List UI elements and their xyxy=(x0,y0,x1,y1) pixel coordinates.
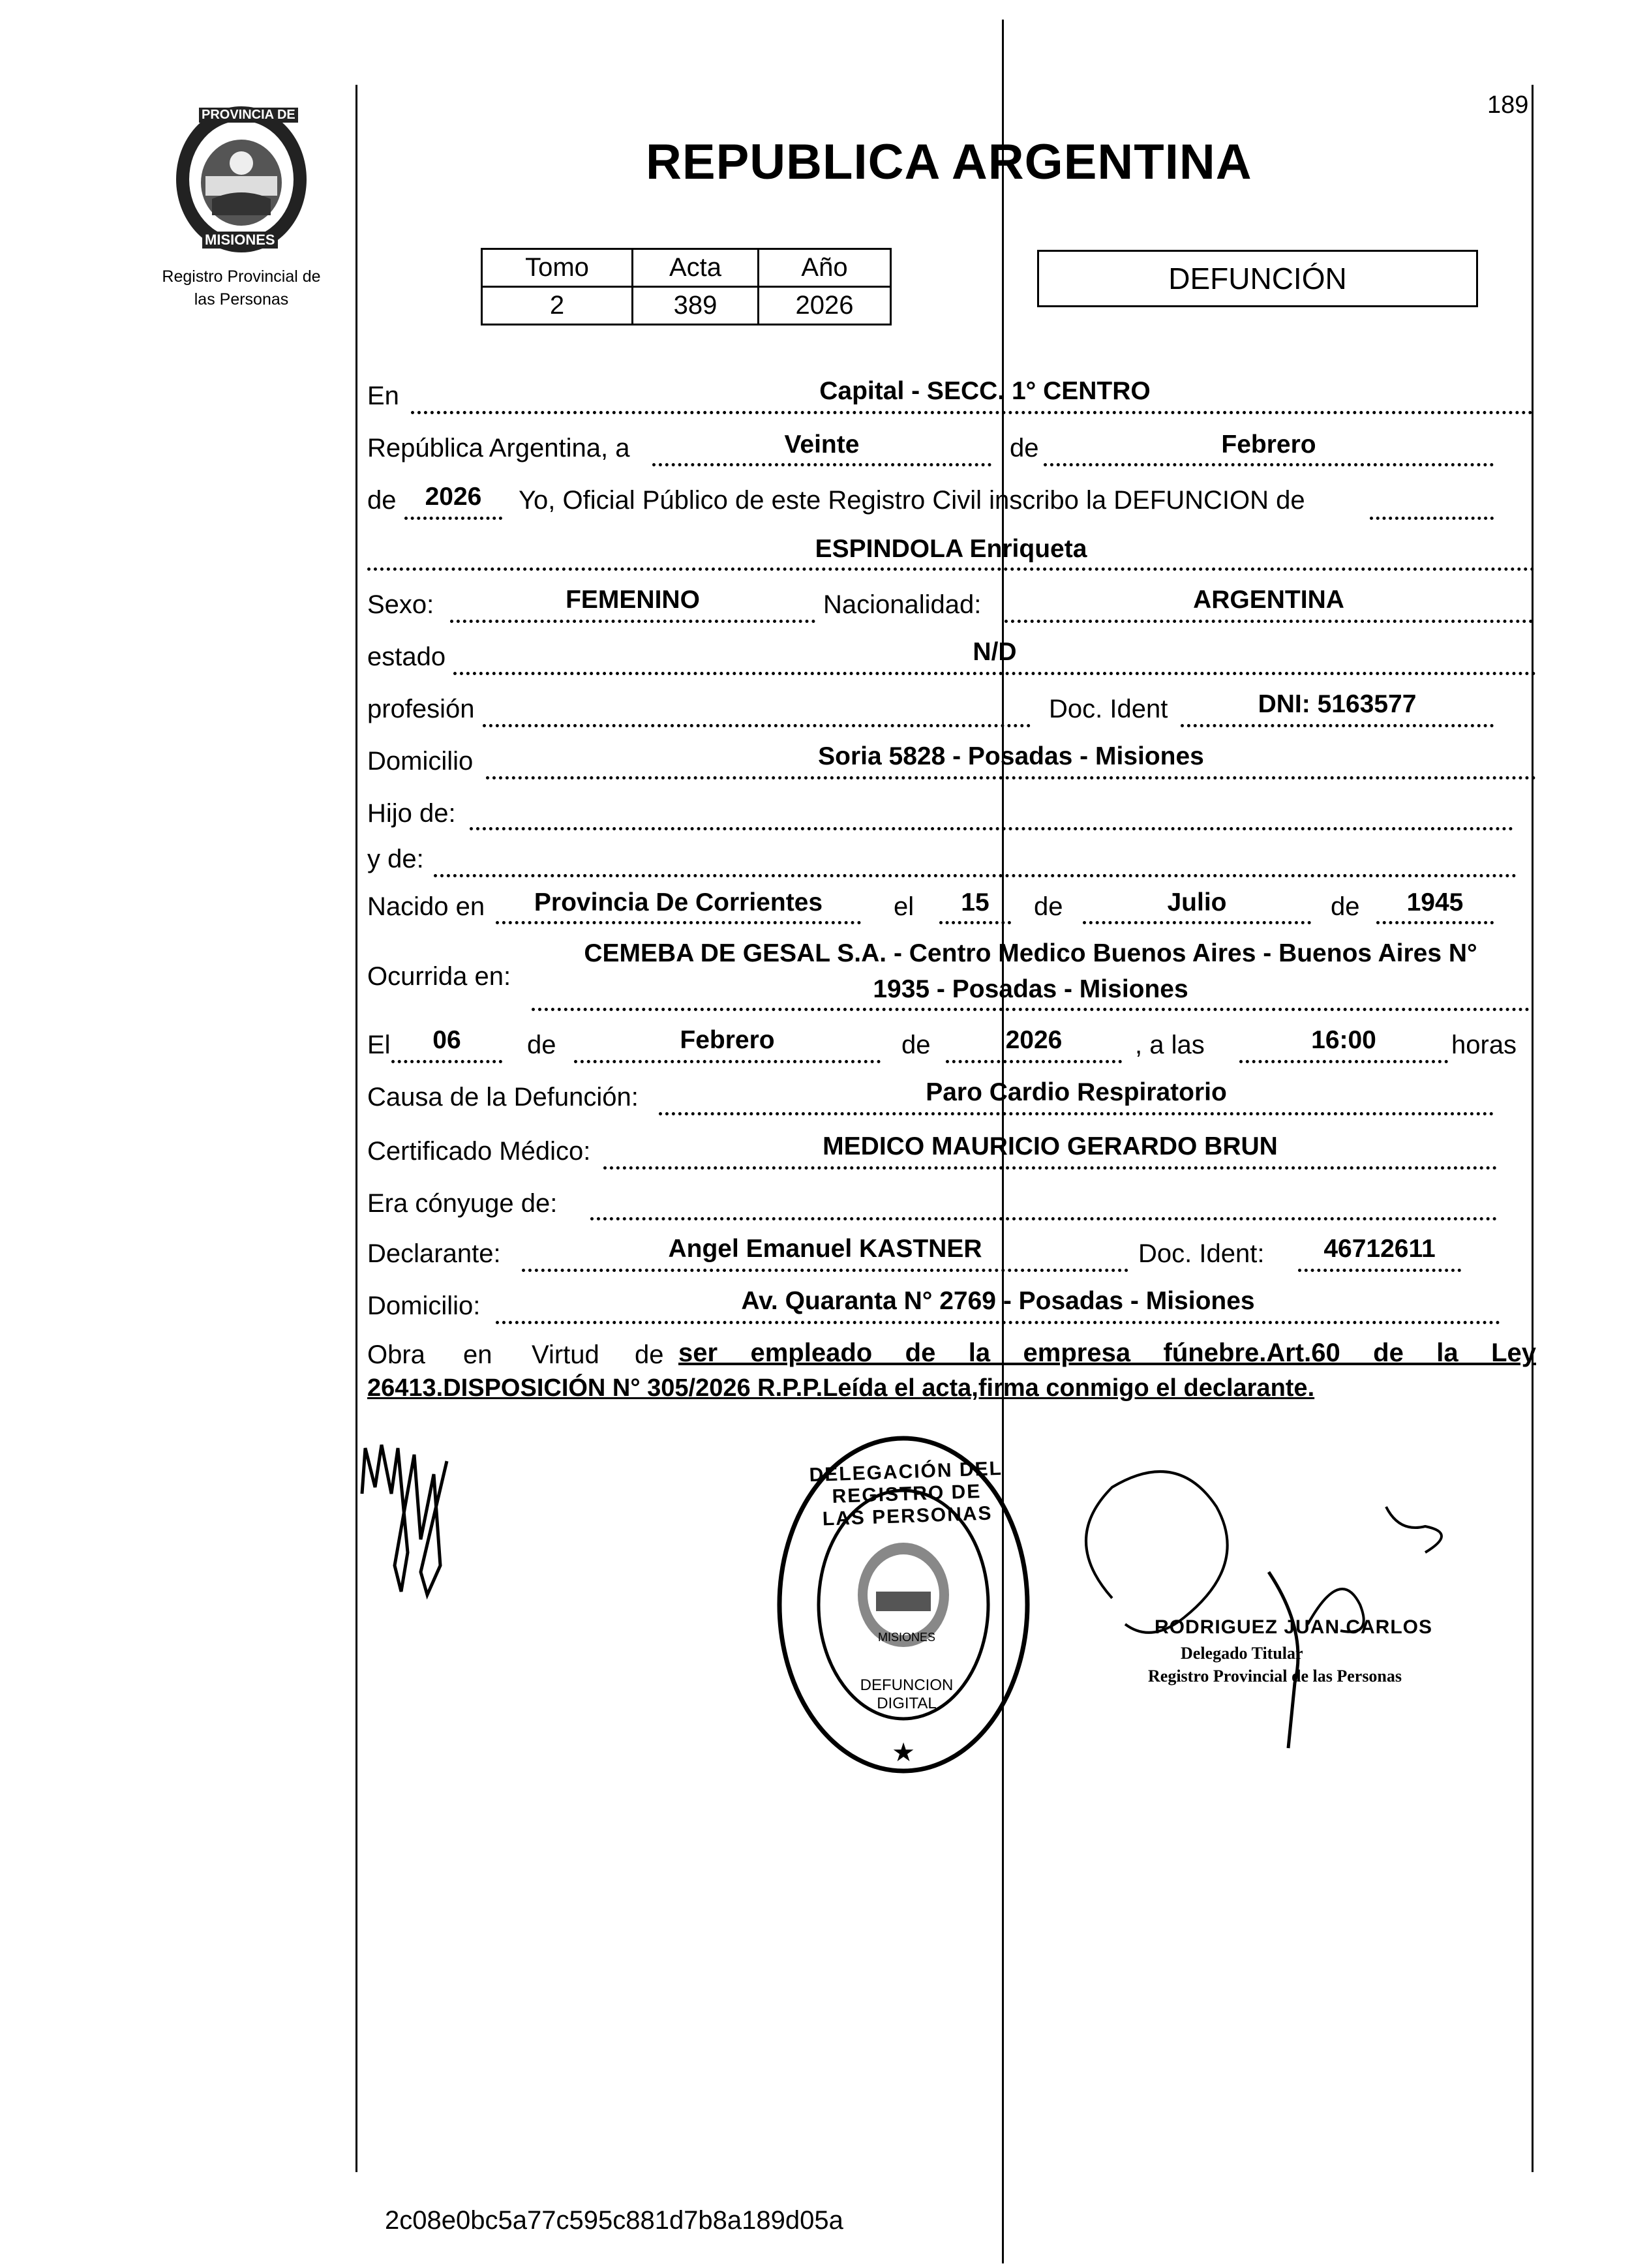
el-month: Febrero xyxy=(680,1026,775,1054)
stamp-inner-text: DEFUNCION DIGITAL xyxy=(860,1676,954,1712)
svg-text:★: ★ xyxy=(892,1738,915,1768)
obra-word1: Obra xyxy=(367,1340,425,1369)
nacido-year-dots xyxy=(1376,921,1494,924)
doc-label: Doc. Ident xyxy=(1049,695,1168,723)
logo-caption-line1: Registro Provincial de xyxy=(162,267,321,286)
nacido-day: 15 xyxy=(961,888,990,916)
el-day-dots xyxy=(391,1060,502,1063)
document-hash: 2c08e0bc5a77c595c881d7b8a189d05a xyxy=(385,2206,843,2235)
seal-text-top: PROVINCIA DE xyxy=(199,108,298,123)
el-month-dots xyxy=(574,1060,881,1063)
domicilio-label: Domicilio xyxy=(367,747,474,776)
sexo-dots xyxy=(450,620,815,623)
conyuge-label: Era cónyuge de: xyxy=(367,1189,558,1218)
el-label: El xyxy=(367,1031,391,1059)
en-dots xyxy=(411,411,1533,414)
causa-value: Paro Cardio Respiratorio xyxy=(926,1078,1227,1106)
declarante-doc-label: Doc. Ident: xyxy=(1138,1239,1265,1268)
signature-org: Registro Provincial de las Personas xyxy=(1148,1667,1402,1686)
stamp-ring-text: DELEGACIÓN DEL REGISTRO DE LAS PERSONAS xyxy=(809,1457,1003,1530)
record-table xyxy=(481,248,892,325)
record-header-tomo: Tomo xyxy=(482,249,633,287)
nacido-place-dots xyxy=(496,921,861,924)
inscribe-year-dots xyxy=(404,517,502,520)
el-de2-label: de xyxy=(901,1031,931,1059)
certificado-value: MEDICO MAURICIO GERARDO BRUN xyxy=(823,1132,1278,1160)
left-margin-line xyxy=(355,85,357,2172)
ocurrida-line2: 1935 - Posadas - Misiones xyxy=(873,975,1188,1003)
nombre-value: ESPINDOLA Enriqueta xyxy=(815,535,1087,563)
certificado-dots xyxy=(603,1166,1497,1170)
official-signature xyxy=(1034,1435,1490,1761)
estado-value: N/D xyxy=(973,638,1017,666)
declarant-signature xyxy=(355,1435,460,1605)
inscribe-year: 2026 xyxy=(425,483,482,511)
declarante-doc-dots xyxy=(1298,1269,1461,1272)
fecha-month-dots xyxy=(1044,463,1494,466)
logo-caption-line2: las Personas xyxy=(194,290,289,309)
obra-line1: ser empleado de la empresa fúnebre.Art.60 de la Ley xyxy=(678,1338,1536,1367)
obra-word4: de xyxy=(635,1340,664,1369)
domicilio-value: Soria 5828 - Posadas - Misiones xyxy=(818,742,1204,770)
declarante-dots xyxy=(522,1269,1128,1272)
domicilio2-value: Av. Quaranta N° 2769 - Posadas - Misiones xyxy=(741,1287,1255,1315)
nacido-de1-label: de xyxy=(1034,892,1063,921)
declarante-doc-value: 46712611 xyxy=(1323,1235,1436,1263)
declarante-label: Declarante: xyxy=(367,1239,501,1268)
page-title: REPUBLICA ARGENTINA xyxy=(646,134,1252,190)
signature-name: RODRIGUEZ JUAN CARLOS xyxy=(1155,1616,1433,1638)
sexo-value: FEMENINO xyxy=(566,586,700,614)
signature-role: Delegado Titular xyxy=(1181,1644,1303,1663)
nacionalidad-value: ARGENTINA xyxy=(1193,586,1344,614)
doc-dots xyxy=(1181,724,1494,727)
inscribe-trailing-dots xyxy=(1370,517,1494,520)
y-de-dots xyxy=(434,874,1517,877)
ocurrida-line1: CEMEBA DE GESAL S.A. - Centro Medico Buenos Aires - Buenos Aires N° xyxy=(584,939,1477,967)
el-year-dots xyxy=(946,1060,1122,1063)
fecha-de-label: de xyxy=(1010,434,1039,462)
record-value-anio: 2026 xyxy=(759,287,891,325)
nombre-dots xyxy=(367,567,1535,571)
nacido-month-dots xyxy=(1083,921,1311,924)
declarante-value: Angel Emanuel KASTNER xyxy=(668,1235,982,1263)
nacido-year: 1945 xyxy=(1406,888,1464,916)
en-label: En xyxy=(367,382,399,410)
sexo-label: Sexo: xyxy=(367,590,434,619)
obra-word3: Virtud xyxy=(532,1340,599,1369)
nacido-el-label: el xyxy=(894,892,914,921)
fecha-month: Febrero xyxy=(1221,431,1316,459)
domicilio2-label: Domicilio: xyxy=(367,1292,481,1320)
record-value-tomo: 2 xyxy=(482,287,633,325)
record-header-anio: Año xyxy=(759,249,891,287)
nacido-de2-label: de xyxy=(1331,892,1360,921)
record-type-box: DEFUNCIÓN xyxy=(1037,250,1478,307)
obra-line2: 26413.DISPOSICIÓN N° 305/2026 R.P.P.Leída el acta,firma conmigo el declarante. xyxy=(367,1374,1315,1402)
el-de1-label: de xyxy=(527,1031,556,1059)
ocurrida-dots xyxy=(532,1008,1530,1011)
causa-label: Causa de la Defunción: xyxy=(367,1083,639,1111)
estado-label: estado xyxy=(367,643,446,671)
nacido-place: Provincia De Corrientes xyxy=(534,888,823,916)
nacido-month: Julio xyxy=(1167,888,1227,916)
conyuge-dots xyxy=(590,1217,1497,1220)
en-value: Capital - SECC. 1° CENTRO xyxy=(819,377,1151,405)
record-value-acta: 389 xyxy=(633,287,759,325)
inscribe-de-label: de xyxy=(367,486,397,515)
el-alas-label: , a las xyxy=(1135,1031,1205,1059)
el-horas-label: horas xyxy=(1451,1031,1517,1059)
nacionalidad-dots xyxy=(1005,620,1533,623)
causa-dots xyxy=(659,1112,1494,1115)
nacionalidad-label: Nacionalidad: xyxy=(823,590,982,619)
fecha-day-dots xyxy=(652,463,991,466)
domicilio2-dots xyxy=(496,1321,1500,1324)
estado-dots xyxy=(453,672,1536,675)
fecha-label: República Argentina, a xyxy=(367,434,630,462)
page-number: 189 xyxy=(1487,91,1529,119)
el-day: 06 xyxy=(432,1026,461,1054)
stamp-inner-seal: MISIONES xyxy=(877,1631,935,1644)
seal-text-bottom: MISIONES xyxy=(202,232,278,249)
hijo-de-label: Hijo de: xyxy=(367,799,456,828)
record-header-acta: Acta xyxy=(633,249,759,287)
el-time: 16:00 xyxy=(1311,1026,1376,1054)
ocurrida-label: Ocurrida en: xyxy=(367,962,511,991)
inscribe-text: Yo, Oficial Público de este Registro Civil inscribo la DEFUNCION de xyxy=(519,486,1305,515)
domicilio-dots xyxy=(486,776,1536,779)
certificado-label: Certificado Médico: xyxy=(367,1137,591,1166)
profesion-label: profesión xyxy=(367,695,475,723)
hijo-de-dots xyxy=(470,827,1513,830)
y-de-label: y de: xyxy=(367,845,424,873)
el-time-dots xyxy=(1239,1060,1448,1063)
obra-word2: en xyxy=(463,1340,492,1369)
profesion-dots xyxy=(483,724,1031,727)
nacido-day-dots xyxy=(939,921,1011,924)
el-year: 2026 xyxy=(1005,1026,1063,1054)
doc-value: DNI: 5163577 xyxy=(1258,690,1417,718)
nacido-label: Nacido en xyxy=(367,892,485,921)
fecha-day: Veinte xyxy=(784,431,860,459)
